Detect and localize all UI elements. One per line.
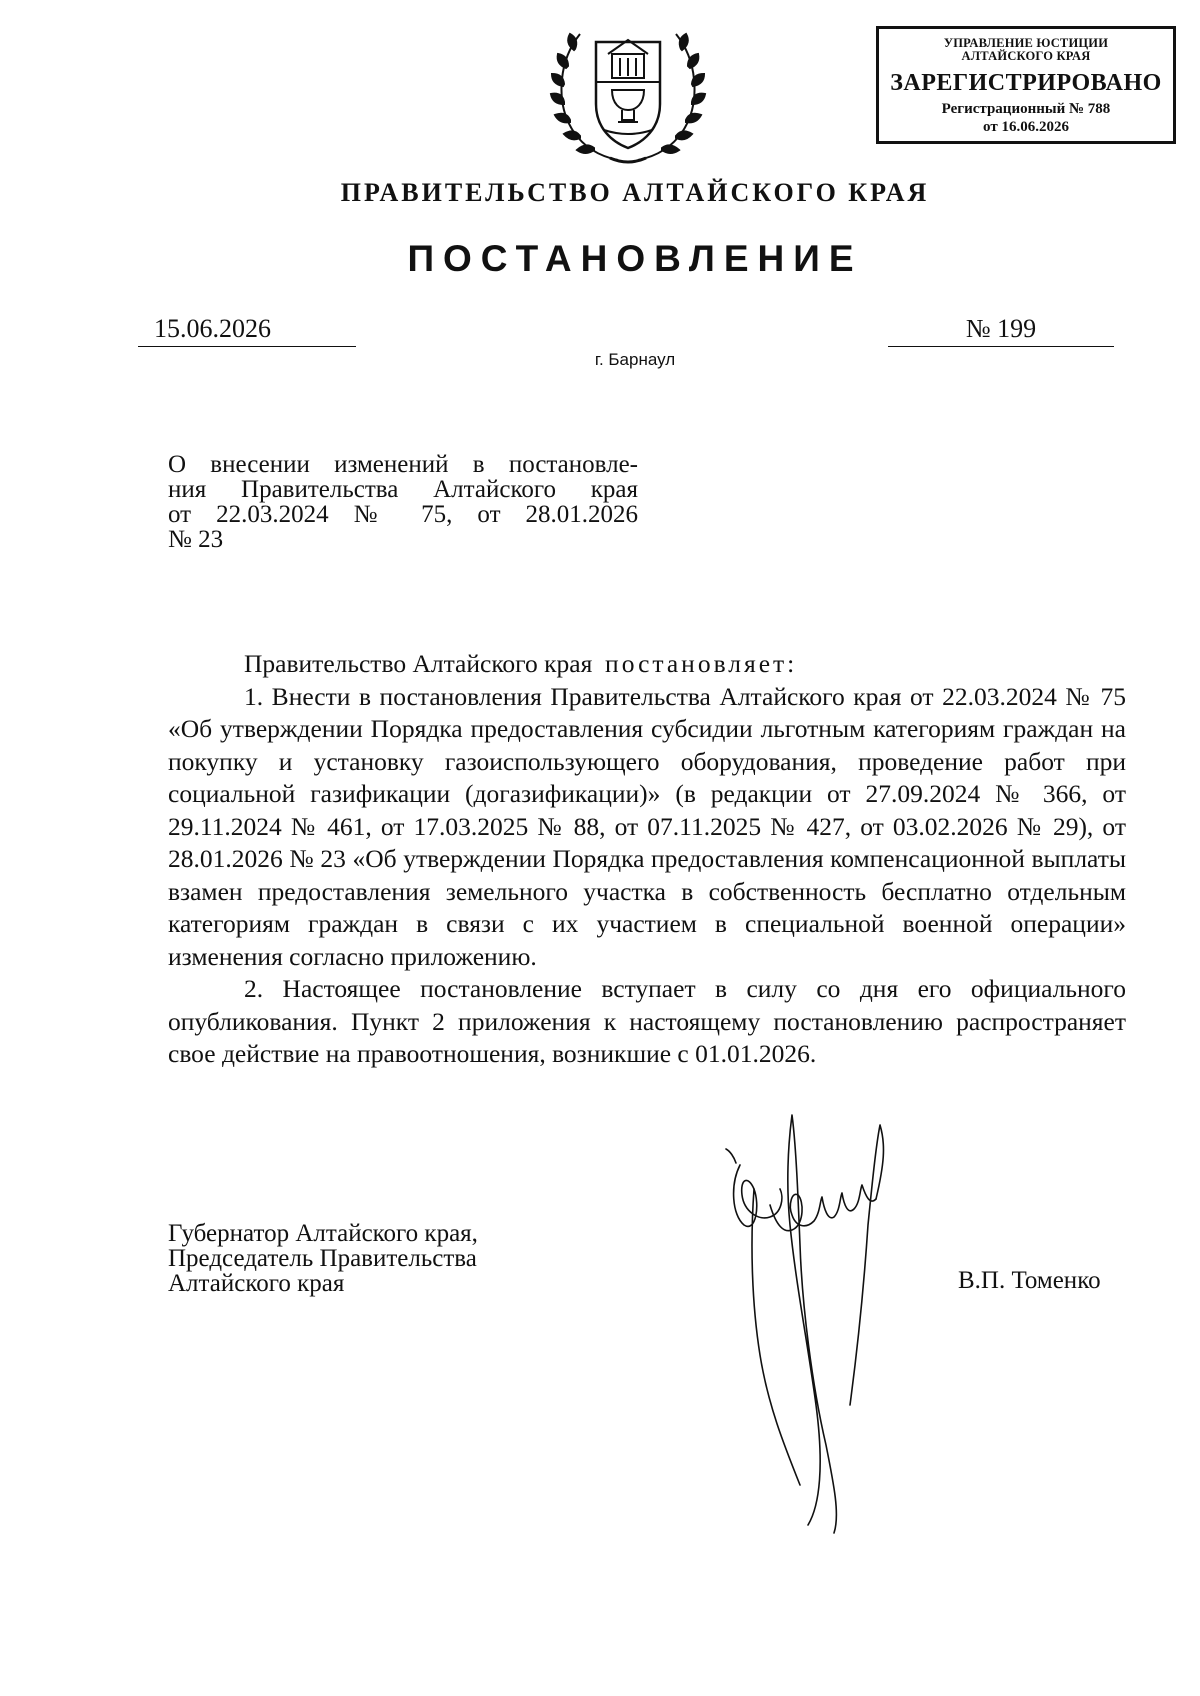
document-number: № 199 [888,312,1114,347]
coat-of-arms-emblem [548,24,708,166]
subject-line: № 23 [168,526,224,553]
handwritten-signature [700,1105,920,1535]
intro-prefix: Правительство Алтайского края [244,649,593,678]
signer-position-line: Губернатор Алтайского края, [168,1220,478,1247]
signer-name: В.П. Томенко [958,1267,1101,1294]
stamp-org-line1: УПРАВЛЕНИЕ ЮСТИЦИИ [943,36,1109,50]
signer-position-line: Алтайского края [168,1270,345,1297]
subject-line: от 22.03.2024 № 75, от 28.01.2026 [168,501,638,528]
stamp-reg-date: от 16.06.2026 [983,119,1069,135]
intro-verb: постановляет: [605,649,798,678]
government-title: ПРАВИТЕЛЬСТВО АЛТАЙСКОГО КРАЯ [340,178,930,207]
signer-position-line: Председатель Правительства [168,1245,477,1272]
document-date: 15.06.2026 [138,312,356,347]
stamp-reg-number: Регистрационный № 788 [941,101,1111,117]
document-type: ПОСТАНОВЛЕНИЕ [407,238,863,279]
signer-position [168,1221,588,1296]
subject-line: ния Правительства Алтайского края [168,476,638,503]
document-body [168,648,1126,1071]
subject-line: О внесении изменений в постановле- [168,451,638,478]
stamp-status: ЗАРЕГИСТРИРОВАНО [890,70,1162,96]
item-2-paragraph: 2. Настоящее постановление вступает в силу со дня его официального опубликования. Пункт 2 приложения к настоящему постановлению распространяет свое действие на правоотношения, возникшие с 01.01.2026. [168,974,1126,1068]
document-subject [168,452,638,552]
item-1-paragraph: 1. Внести в постановления Правительства Алтайского края от 22.03.2024 № 75 «Об утверждении Порядка предоставления субсидии льготным категориям граждан на покупку и установку газоиспользующего оборудования, проведение работ при социальной газификации (догазификации)» (в редакции от 27.09.2024 № 366, от 29.11.2024 № 461, от 17.03.2025 № 88, от 07.11.2025 № 427, от 03.02.2026 № 29), от 28.01.2026 № 23 «Об утверждении Порядка предоставления компенсационной выплаты взамен предоставления земельного участка в собственность бесплатно отдельным категориям граждан в связи с их участием в специальной военной операции» изменения согласно приложению. [168,681,1126,971]
stamp-org-line2: АЛТАЙСКОГО КРАЯ [961,49,1091,63]
document-city: г. Барнаул [594,350,676,369]
registration-stamp [876,26,1176,144]
intro-paragraph [168,648,1126,681]
